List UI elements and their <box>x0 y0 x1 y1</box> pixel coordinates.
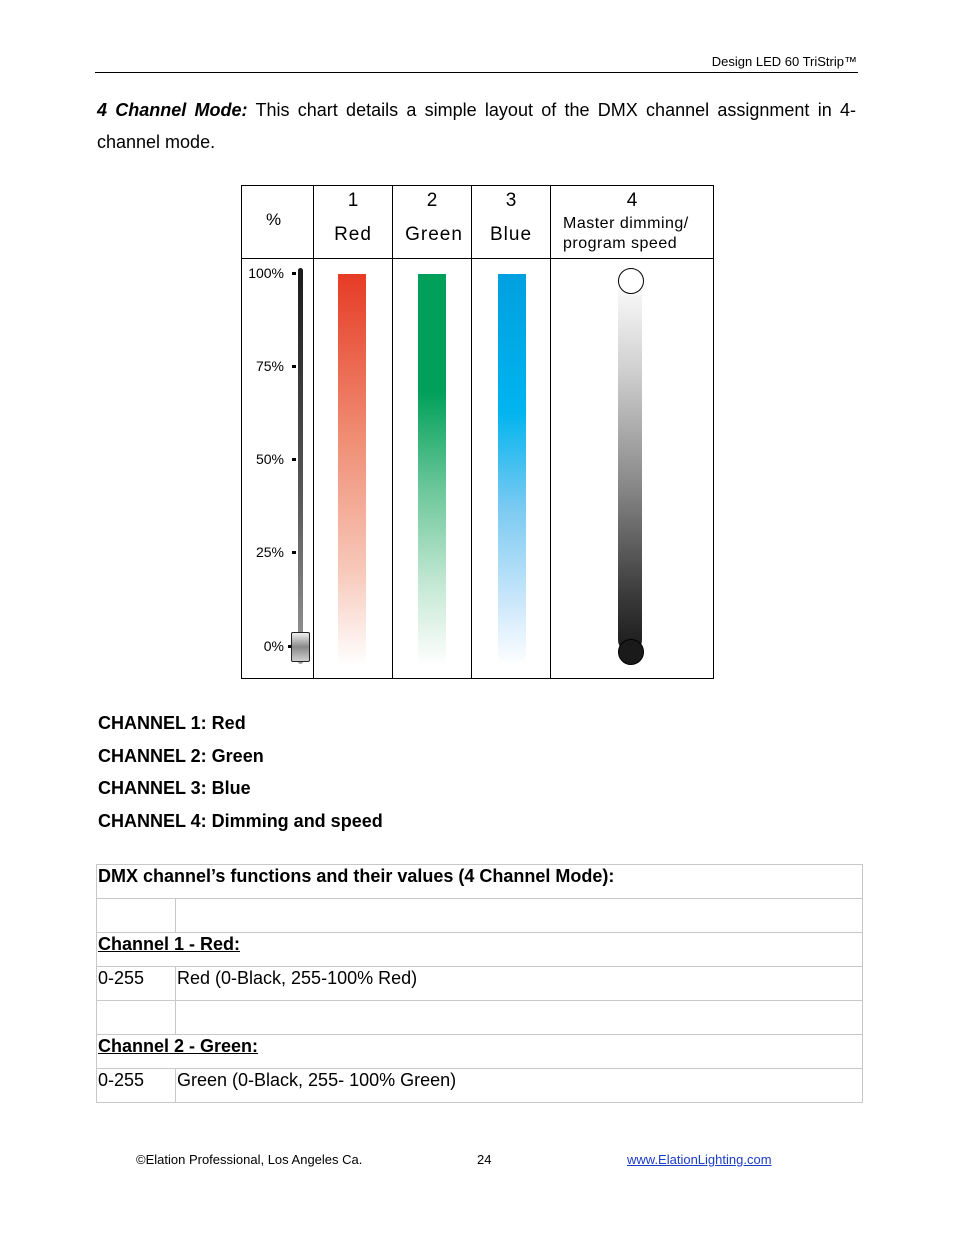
tick-label-0: 0% <box>263 638 284 654</box>
column-number-4: 4 <box>626 190 638 211</box>
green-gradient-bar <box>418 274 446 666</box>
intro-text: This chart details a simple layout of the DMX channel assignment in 4-channel mode. <box>97 100 856 152</box>
page-number: 24 <box>477 1152 492 1167</box>
table-cell-empty <box>176 899 863 933</box>
table-cell-empty <box>97 1001 176 1035</box>
header-divider <box>95 72 858 73</box>
channel-list-item: CHANNEL 2: Green <box>98 745 264 766</box>
channel-list-item: CHANNEL 3: Blue <box>98 778 251 798</box>
table-row <box>97 1069 863 1103</box>
channel-list-item: CHANNEL 1: Red <box>98 713 246 733</box>
channel-list-item: CHANNEL 4: Dimming and speed <box>98 810 383 831</box>
fader-track <box>298 268 303 664</box>
tick-mark <box>292 551 296 554</box>
value-range: 0-255 <box>97 1069 176 1103</box>
table-cell-empty <box>97 899 176 933</box>
table-row <box>97 933 863 967</box>
table-row <box>97 1035 863 1069</box>
tick-label-50: 50% <box>255 451 284 467</box>
column-name-master-line2: program speed <box>563 235 678 252</box>
chart-divider <box>313 186 314 678</box>
column-number-2: 2 <box>426 190 438 211</box>
intro-paragraph <box>97 94 856 158</box>
tick-mark <box>292 365 296 368</box>
chart-divider <box>471 186 472 678</box>
value-description: Red (0-Black, 255-100% Red) <box>176 967 863 1001</box>
dimmer-gradient-bar <box>618 276 642 652</box>
column-number-1: 1 <box>347 190 359 211</box>
column-name-blue: Blue <box>489 224 533 245</box>
column-number-3: 3 <box>505 190 517 211</box>
table-row <box>97 865 863 899</box>
dmx-values-table <box>96 864 863 1103</box>
tick-mark <box>292 458 296 461</box>
channel-list <box>98 710 383 840</box>
table-row <box>97 967 863 1001</box>
chart-divider <box>392 186 393 678</box>
chart-header-divider <box>242 258 713 259</box>
column-name-master <box>563 214 689 254</box>
table-row <box>97 1001 863 1035</box>
website-link[interactable]: www.ElationLighting.com <box>627 1152 772 1167</box>
chart-divider <box>550 186 551 678</box>
tick-label-75: 75% <box>255 358 284 374</box>
table-cell-empty <box>176 1001 863 1035</box>
column-name-master-line1: Master dimming/ <box>563 215 689 232</box>
section-heading-green: Channel 2 - Green: <box>97 1035 863 1069</box>
table-title: DMX channel’s functions and their values (4 Channel Mode): <box>97 865 863 899</box>
bright-circle-icon <box>618 268 644 294</box>
column-name-green: Green <box>405 224 463 245</box>
value-description: Green (0-Black, 255- 100% Green) <box>176 1069 863 1103</box>
document-header-title: Design LED 60 TriStrip™ <box>711 54 857 69</box>
fader-knob-icon <box>291 632 310 662</box>
percent-header: % <box>266 210 282 229</box>
tick-mark <box>292 272 296 275</box>
section-heading-red: Channel 1 - Red: <box>97 933 863 967</box>
column-name-red: Red <box>334 224 372 245</box>
tick-label-25: 25% <box>255 544 284 560</box>
table-row <box>97 899 863 933</box>
blue-gradient-bar <box>498 274 526 666</box>
footer-copyright: ©Elation Professional, Los Angeles Ca. <box>136 1152 363 1167</box>
intro-lead: 4 Channel Mode: <box>97 100 248 120</box>
channel-chart <box>241 185 714 679</box>
red-gradient-bar <box>338 274 366 666</box>
value-range: 0-255 <box>97 967 176 1001</box>
tick-label-100: 100% <box>248 265 284 281</box>
dark-circle-icon <box>618 639 644 665</box>
